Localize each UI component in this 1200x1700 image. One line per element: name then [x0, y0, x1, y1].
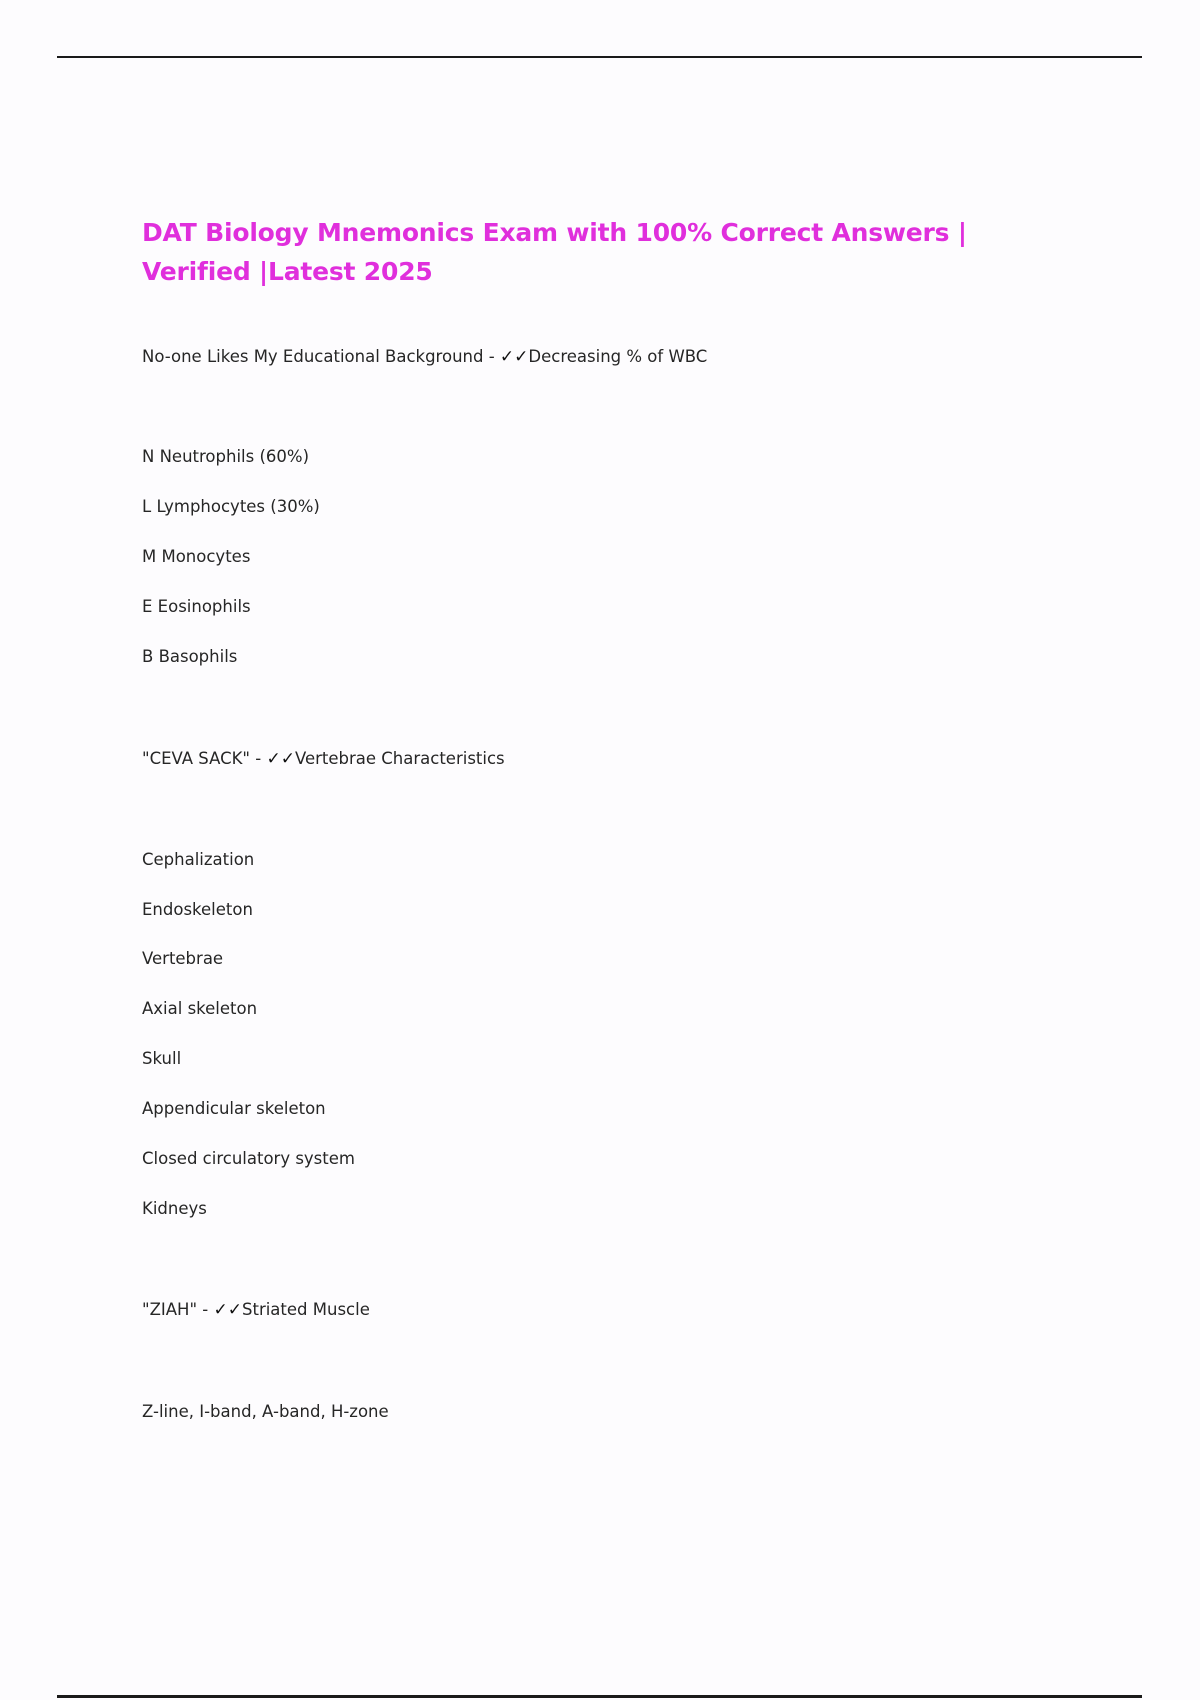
answer-line: Endoskeleton — [142, 900, 253, 919]
qa-item-question — [142, 1299, 370, 1321]
double-check-icon: ✓✓ — [266, 749, 295, 769]
question-text: "ZIAH" - — [142, 1300, 214, 1319]
header-rule — [57, 56, 1142, 58]
document-title: DAT Biology Mnemonics Exam with 100% Correct Answers | Verified |Latest 2025 — [142, 218, 967, 286]
answer-line: Axial skeleton — [142, 999, 258, 1018]
answer-heading: Vertebrae Characteristics — [294, 749, 505, 768]
double-check-icon: ✓✓ — [499, 347, 529, 367]
answer-line: Closed circulatory system — [142, 1149, 355, 1168]
answer-line: Kidneys — [142, 1199, 207, 1218]
answer-heading: Striated Muscle — [242, 1300, 370, 1319]
answer-line: L Lymphocytes (30%) — [142, 497, 320, 516]
answer-line: B Basophils — [142, 647, 238, 666]
question-text: No-one Likes My Educational Background - — [142, 347, 500, 366]
footer-rule — [57, 1695, 1142, 1698]
answer-line: Vertebrae — [142, 949, 224, 968]
answer-line: Cephalization — [142, 850, 255, 869]
answer-line: M Monocytes — [142, 547, 251, 566]
answer-line: Z-line, I-band, A-band, H-zone — [142, 1402, 389, 1421]
answer-heading: Decreasing % of WBC — [528, 347, 708, 366]
qa-item-question — [142, 748, 505, 770]
double-check-icon: ✓✓ — [213, 1300, 242, 1320]
question-text: "CEVA SACK" - — [142, 749, 267, 768]
answer-line: Appendicular skeleton — [142, 1099, 326, 1118]
answer-line: Skull — [142, 1049, 182, 1068]
qa-item-question — [142, 346, 707, 368]
answer-line: N Neutrophils (60%) — [142, 447, 310, 466]
answer-line: E Eosinophils — [142, 597, 251, 616]
